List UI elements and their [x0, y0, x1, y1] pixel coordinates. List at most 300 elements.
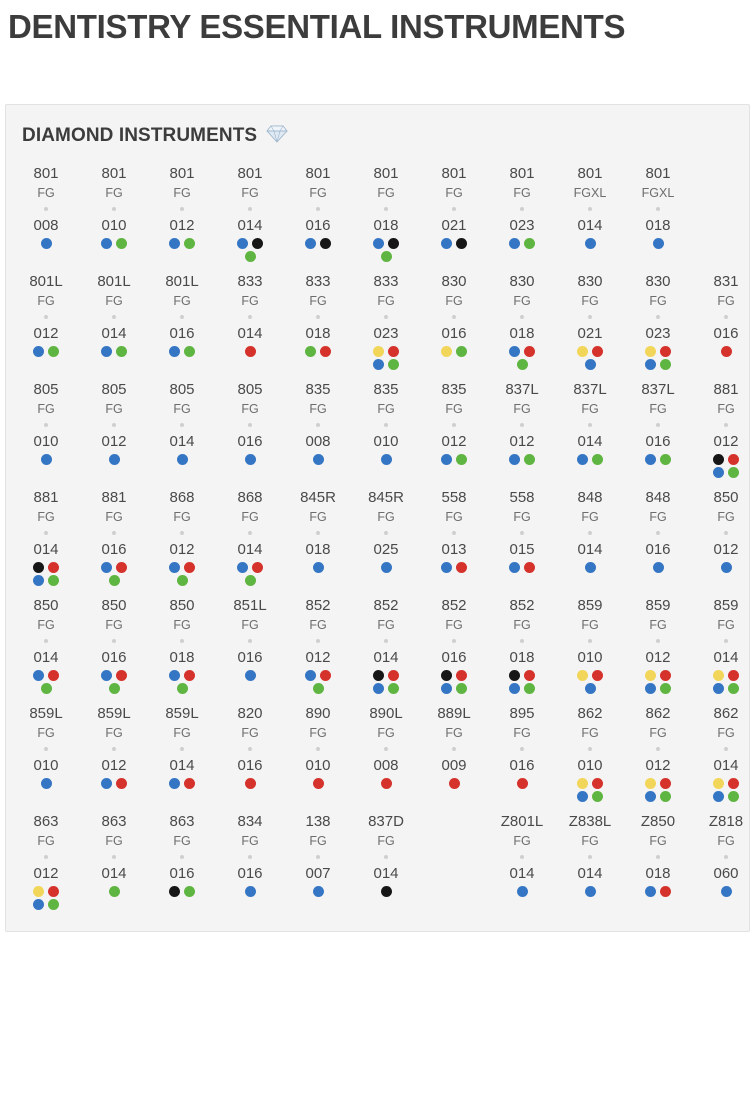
grit-dot-green — [660, 683, 671, 694]
grit-dot-blue — [237, 238, 248, 249]
instrument-shank: FG — [513, 617, 531, 632]
instrument-cell[interactable] — [80, 813, 148, 898]
grit-color-dots — [638, 885, 678, 898]
grit-color-dots — [706, 885, 746, 898]
instrument-cell[interactable] — [692, 381, 755, 479]
cell-separator-dot — [692, 419, 755, 432]
cell-separator-dot — [284, 743, 352, 756]
instrument-cell[interactable] — [624, 705, 692, 803]
instrument-cell[interactable] — [420, 705, 488, 790]
grit-dot-red — [524, 562, 535, 573]
instrument-cell[interactable] — [692, 705, 755, 803]
cell-separator-dot — [352, 635, 420, 648]
cell-separator-dot — [148, 203, 216, 216]
grit-dot-blue — [41, 778, 52, 789]
instrument-shank: FG — [37, 617, 55, 632]
instrument-shank: FG — [717, 509, 735, 524]
grit-color-dots — [298, 453, 338, 466]
grit-dot-green — [728, 683, 739, 694]
cell-separator-dot — [488, 527, 556, 540]
cell-separator-dot — [80, 851, 148, 864]
cell-separator-dot — [420, 203, 488, 216]
cell-separator-dot — [80, 311, 148, 324]
instrument-shank: FG — [309, 725, 327, 740]
grit-color-dots — [434, 669, 474, 695]
grit-dot-blue — [373, 359, 384, 370]
instrument-shank: FG — [105, 509, 123, 524]
grit-dot-yellow — [577, 346, 588, 357]
grit-dot-red — [660, 346, 671, 357]
instrument-code: 805 — [101, 381, 127, 398]
instrument-cell[interactable] — [284, 813, 352, 898]
cell-separator-dot — [488, 311, 556, 324]
instrument-cell[interactable] — [80, 597, 148, 695]
instrument-shank: FG — [309, 617, 327, 632]
grit-color-dots — [230, 885, 270, 898]
instrument-cell[interactable] — [556, 381, 624, 466]
instrument-cell[interactable] — [488, 273, 556, 371]
instrument-size: 025 — [373, 540, 399, 558]
instrument-cell[interactable] — [80, 165, 148, 250]
instrument-cell[interactable] — [80, 273, 148, 358]
grit-color-dots — [706, 453, 746, 479]
instrument-shank: FG — [445, 725, 463, 740]
grit-dot-black — [441, 670, 452, 681]
instrument-cell[interactable] — [284, 705, 352, 790]
grit-color-dots — [230, 561, 270, 587]
grit-dot-blue — [509, 346, 520, 357]
instrument-shank: FG — [241, 509, 259, 524]
grit-dot-red — [660, 670, 671, 681]
grit-dot-yellow — [441, 346, 452, 357]
grit-dot-yellow — [645, 346, 656, 357]
grit-dot-green — [524, 238, 535, 249]
grit-dot-green — [456, 454, 467, 465]
grit-dot-blue — [33, 575, 44, 586]
grit-dot-blue — [585, 886, 596, 897]
instrument-cell[interactable] — [148, 597, 216, 695]
instrument-code: 890L — [369, 705, 403, 722]
instrument-shank: FG — [173, 725, 191, 740]
instrument-cell[interactable] — [352, 597, 420, 695]
grit-dot-red — [517, 778, 528, 789]
instrument-code: 801 — [509, 165, 535, 182]
instrument-code: 859 — [713, 597, 739, 614]
instrument-cell[interactable] — [12, 273, 80, 358]
grit-dot-blue — [585, 562, 596, 573]
grit-dot-green — [48, 346, 59, 357]
instrument-size: 016 — [169, 324, 195, 342]
instrument-code: 801L — [165, 273, 199, 290]
grit-dot-red — [184, 562, 195, 573]
instrument-cell[interactable] — [556, 597, 624, 695]
grit-dot-red — [660, 778, 671, 789]
instrument-size: 016 — [237, 648, 263, 666]
cell-separator-dot — [216, 311, 284, 324]
grit-dot-green — [524, 683, 535, 694]
instrument-cell[interactable] — [488, 813, 556, 898]
instrument-row — [6, 481, 749, 589]
instrument-code: 881 — [713, 381, 739, 398]
grit-dot-black — [388, 238, 399, 249]
grit-dot-black — [252, 238, 263, 249]
cell-separator-dot — [420, 311, 488, 324]
cell-separator-dot — [488, 743, 556, 756]
grit-dot-black — [373, 670, 384, 681]
instrument-code: 835 — [441, 381, 467, 398]
cell-separator-dot — [12, 851, 80, 864]
instrument-cell[interactable] — [12, 489, 80, 587]
instrument-cell[interactable] — [352, 381, 420, 466]
cell-separator-dot — [624, 203, 692, 216]
instrument-cell[interactable] — [284, 489, 352, 574]
instrument-code: 862 — [577, 705, 603, 722]
instrument-cell[interactable] — [692, 813, 755, 898]
panel-header — [6, 117, 749, 153]
grit-dot-blue — [41, 238, 52, 249]
instrument-shank: FG — [173, 617, 191, 632]
instrument-code: 801 — [101, 165, 127, 182]
grit-color-dots — [230, 345, 270, 358]
instrument-cell[interactable] — [352, 489, 420, 574]
grit-dot-blue — [577, 454, 588, 465]
instrument-code: 833 — [373, 273, 399, 290]
cell-separator-dot — [12, 743, 80, 756]
grit-dot-red — [449, 778, 460, 789]
instrument-code: 881 — [101, 489, 127, 506]
grit-color-dots — [366, 777, 406, 790]
instrument-size: 012 — [713, 432, 739, 450]
instrument-shank: FG — [241, 617, 259, 632]
grit-dot-red — [116, 562, 127, 573]
instrument-code: 863 — [33, 813, 59, 830]
grit-dot-green — [660, 359, 671, 370]
grit-dot-blue — [169, 562, 180, 573]
instrument-cell[interactable] — [12, 597, 80, 695]
grit-dot-blue — [645, 454, 656, 465]
grit-dot-red — [728, 778, 739, 789]
cell-separator-dot — [488, 851, 556, 864]
grit-dot-green — [305, 346, 316, 357]
grit-color-dots — [298, 669, 338, 695]
instrument-code: 830 — [577, 273, 603, 290]
instrument-cell[interactable] — [692, 273, 755, 358]
grit-dot-green — [313, 683, 324, 694]
instrument-cell[interactable] — [488, 597, 556, 695]
cell-separator-dot — [284, 419, 352, 432]
grit-dot-blue — [713, 683, 724, 694]
grit-dot-green — [184, 886, 195, 897]
instrument-cell[interactable] — [556, 705, 624, 803]
instrument-cell[interactable] — [216, 597, 284, 682]
instrument-shank: FG — [717, 401, 735, 416]
instrument-cell[interactable] — [488, 165, 556, 250]
instrument-shank: FG — [649, 833, 667, 848]
grit-dot-green — [592, 454, 603, 465]
grit-color-dots — [366, 885, 406, 898]
grit-dot-blue — [645, 683, 656, 694]
instrument-cell[interactable] — [556, 165, 624, 250]
instrument-cell[interactable] — [148, 705, 216, 790]
instrument-size: 014 — [237, 540, 263, 558]
grit-dot-yellow — [577, 778, 588, 789]
grit-dot-red — [184, 778, 195, 789]
grit-dot-green — [388, 683, 399, 694]
grit-color-dots — [570, 885, 610, 898]
cell-separator-dot — [216, 419, 284, 432]
grit-color-dots — [26, 669, 66, 695]
instrument-shank: FG — [445, 401, 463, 416]
grit-dot-blue — [177, 454, 188, 465]
grit-dot-green — [116, 346, 127, 357]
instrument-cell[interactable] — [624, 165, 692, 250]
instrument-size: 010 — [305, 756, 331, 774]
instrument-cell[interactable] — [284, 597, 352, 695]
grit-color-dots — [366, 345, 406, 371]
instrument-code: 837L — [573, 381, 607, 398]
cell-separator-dot — [692, 851, 755, 864]
grit-dot-blue — [245, 670, 256, 681]
grit-dot-blue — [653, 238, 664, 249]
instrument-cell[interactable] — [420, 597, 488, 695]
grit-dot-red — [721, 346, 732, 357]
instrument-size: 012 — [305, 648, 331, 666]
instrument-code: 850 — [101, 597, 127, 614]
instrument-shank: FG — [717, 293, 735, 308]
instrument-size: 014 — [577, 540, 603, 558]
grit-color-dots — [94, 885, 134, 898]
instrument-cell[interactable] — [624, 489, 692, 574]
grit-dot-green — [524, 454, 535, 465]
instrument-cell[interactable] — [624, 597, 692, 695]
grit-color-dots — [298, 561, 338, 574]
instrument-shank: FG — [37, 185, 55, 200]
grit-dot-blue — [101, 238, 112, 249]
instrument-shank: FG — [309, 293, 327, 308]
instrument-cell[interactable] — [216, 705, 284, 790]
grit-dot-red — [660, 886, 671, 897]
grit-color-dots — [570, 345, 610, 371]
grit-dot-green — [109, 575, 120, 586]
cell-separator-dot — [624, 851, 692, 864]
instrument-size: 021 — [577, 324, 603, 342]
instrument-cell[interactable] — [284, 273, 352, 358]
instrument-cell[interactable] — [488, 489, 556, 574]
instrument-cell[interactable] — [148, 381, 216, 466]
instrument-cell[interactable] — [352, 273, 420, 371]
cell-separator-dot — [556, 419, 624, 432]
instrument-cell[interactable] — [624, 273, 692, 371]
instrument-size: 014 — [509, 864, 535, 882]
cell-separator-dot — [284, 851, 352, 864]
grit-color-dots — [94, 237, 134, 250]
grit-dot-blue — [101, 562, 112, 573]
instrument-code: 845R — [368, 489, 404, 506]
instrument-cell[interactable] — [80, 489, 148, 587]
instrument-cell[interactable] — [556, 273, 624, 371]
instrument-size: 014 — [101, 864, 127, 882]
instrument-cell[interactable] — [80, 381, 148, 466]
grit-color-dots — [706, 777, 746, 803]
instrument-code: 848 — [577, 489, 603, 506]
instrument-shank: FG — [717, 617, 735, 632]
instrument-shank: FG — [173, 185, 191, 200]
grit-dot-blue — [41, 454, 52, 465]
instrument-code: 805 — [33, 381, 59, 398]
instrument-shank: FG — [105, 833, 123, 848]
grit-dot-green — [592, 791, 603, 802]
instrument-cell[interactable] — [556, 489, 624, 574]
instrument-size: 018 — [509, 648, 535, 666]
instrument-code: 862 — [645, 705, 671, 722]
instrument-cell[interactable] — [420, 273, 488, 358]
grit-dot-blue — [585, 238, 596, 249]
instrument-size: 014 — [169, 756, 195, 774]
instrument-cell[interactable] — [352, 165, 420, 263]
grit-color-dots — [26, 561, 66, 587]
grit-color-dots — [502, 237, 542, 250]
instrument-shank: FG — [513, 185, 531, 200]
grit-dot-red — [381, 778, 392, 789]
instrument-shank: FG — [241, 833, 259, 848]
instrument-cell[interactable] — [692, 489, 755, 574]
cell-separator-dot — [12, 527, 80, 540]
grit-color-dots — [162, 345, 202, 358]
instrument-size: 018 — [305, 540, 331, 558]
grit-dot-blue — [509, 683, 520, 694]
grit-dot-red — [252, 562, 263, 573]
instrument-cell[interactable] — [488, 381, 556, 466]
grit-dot-blue — [381, 562, 392, 573]
instrument-code: 845R — [300, 489, 336, 506]
grit-dot-green — [48, 899, 59, 910]
instrument-size: 008 — [33, 216, 59, 234]
grit-dot-yellow — [373, 346, 384, 357]
instrument-cell[interactable] — [420, 489, 488, 574]
instrument-cell[interactable] — [216, 489, 284, 587]
instrument-cell[interactable] — [12, 705, 80, 790]
grit-dot-red — [245, 346, 256, 357]
instrument-cell[interactable] — [148, 813, 216, 898]
grit-dot-red — [48, 670, 59, 681]
instrument-cell[interactable] — [12, 813, 80, 911]
instrument-code: 890 — [305, 705, 331, 722]
instrument-shank: FG — [37, 725, 55, 740]
instrument-cell[interactable] — [352, 705, 420, 790]
grit-dot-black — [713, 454, 724, 465]
grit-color-dots — [298, 885, 338, 898]
grit-dot-green — [48, 575, 59, 586]
instrument-cell[interactable] — [624, 381, 692, 466]
diamond-icon — [266, 125, 288, 147]
instrument-shank: FG — [241, 725, 259, 740]
instrument-cell[interactable] — [624, 813, 692, 898]
instrument-code: Z818 — [708, 813, 744, 830]
instrument-cell[interactable] — [216, 273, 284, 358]
instrument-cell[interactable] — [420, 165, 488, 250]
instrument-cell[interactable] — [216, 165, 284, 263]
grit-color-dots — [366, 669, 406, 695]
instrument-code: 837L — [505, 381, 539, 398]
instrument-code: 852 — [305, 597, 331, 614]
instrument-cell[interactable] — [488, 705, 556, 790]
instrument-cell[interactable] — [216, 381, 284, 466]
instrument-shank: FGXL — [573, 185, 607, 200]
grit-color-dots — [434, 237, 474, 250]
instrument-cell[interactable] — [556, 813, 624, 898]
instrument-code: 801 — [373, 165, 399, 182]
instrument-cell[interactable] — [12, 165, 80, 250]
grit-dot-blue — [645, 791, 656, 802]
instrument-shank: FG — [717, 725, 735, 740]
grit-color-dots — [570, 777, 610, 803]
grit-dot-red — [524, 346, 535, 357]
instrument-shank: FG — [309, 185, 327, 200]
instrument-size: 013 — [441, 540, 467, 558]
instrument-size: 016 — [237, 756, 263, 774]
grit-dot-black — [169, 886, 180, 897]
grit-color-dots — [638, 345, 678, 371]
instrument-cell[interactable] — [284, 165, 352, 250]
cell-separator-dot — [420, 743, 488, 756]
instrument-cell[interactable] — [148, 273, 216, 358]
instrument-shank: FG — [649, 617, 667, 632]
instrument-code: Z801L — [500, 813, 544, 830]
instrument-shank: FG — [241, 401, 259, 416]
instrument-cell[interactable] — [80, 705, 148, 790]
grit-dot-green — [41, 683, 52, 694]
grit-color-dots — [230, 777, 270, 790]
instrument-cell[interactable] — [12, 381, 80, 466]
instrument-size: 012 — [101, 756, 127, 774]
grit-dot-green — [184, 238, 195, 249]
grit-color-dots — [366, 237, 406, 263]
instrument-cell[interactable] — [352, 813, 420, 898]
instrument-cell[interactable] — [692, 597, 755, 695]
cell-separator-dot — [420, 527, 488, 540]
grit-dot-green — [660, 454, 671, 465]
instrument-shank: FG — [377, 185, 395, 200]
instrument-cell[interactable] — [216, 813, 284, 898]
instrument-cell[interactable] — [148, 489, 216, 587]
instrument-cell[interactable] — [148, 165, 216, 250]
instrument-code: 851L — [233, 597, 267, 614]
instrument-size: 018 — [373, 216, 399, 234]
cell-separator-dot — [692, 311, 755, 324]
instrument-size: 018 — [305, 324, 331, 342]
grit-color-dots — [434, 345, 474, 358]
instrument-cell[interactable] — [284, 381, 352, 466]
grit-dot-green — [177, 683, 188, 694]
grit-color-dots — [298, 777, 338, 790]
instrument-code: 895 — [509, 705, 535, 722]
instrument-cell[interactable] — [420, 381, 488, 466]
cell-separator-dot — [624, 311, 692, 324]
grit-dot-black — [509, 670, 520, 681]
grit-color-dots — [94, 777, 134, 790]
instrument-size: 016 — [305, 216, 331, 234]
cell-separator-dot — [148, 527, 216, 540]
grit-dot-green — [728, 791, 739, 802]
instrument-shank: FG — [309, 833, 327, 848]
instrument-size: 016 — [237, 864, 263, 882]
grit-dot-yellow — [713, 778, 724, 789]
grit-color-dots — [26, 237, 66, 250]
grit-dot-green — [245, 575, 256, 586]
instrument-code: 868 — [169, 489, 195, 506]
instrument-size: 016 — [101, 648, 127, 666]
grit-color-dots — [570, 561, 610, 574]
